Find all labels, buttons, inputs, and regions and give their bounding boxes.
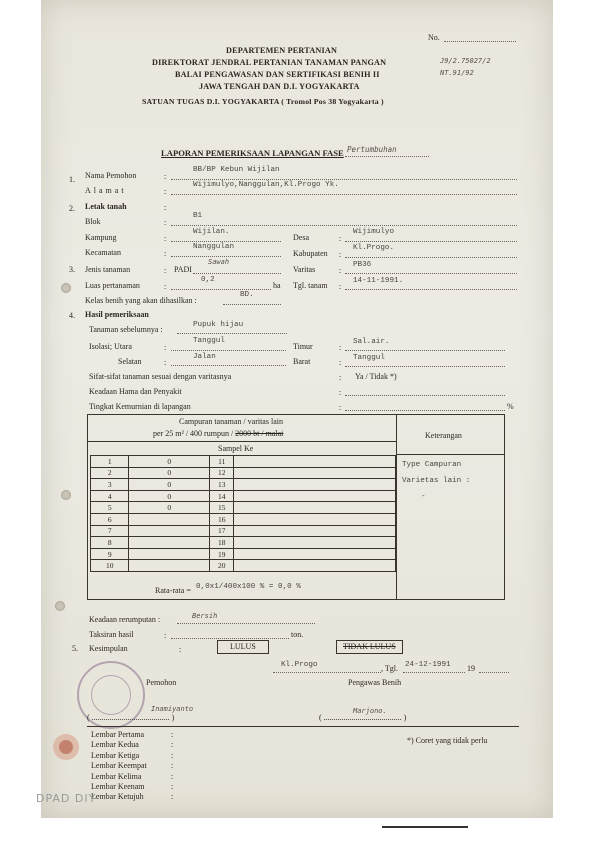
colon: : xyxy=(164,234,167,243)
bottom-mark xyxy=(382,826,468,828)
sample-value xyxy=(129,548,210,560)
tgl-tanam-value: 14-11-1991. xyxy=(353,277,404,285)
sample-row xyxy=(91,467,396,479)
bottom-rule xyxy=(87,726,519,727)
sample-value xyxy=(129,513,210,525)
colon: : xyxy=(164,358,167,367)
lembar-label: Lembar Keenam xyxy=(91,782,145,792)
sample-number: 7 xyxy=(91,525,129,537)
colon: : xyxy=(179,645,182,654)
lulus-box: LULUS xyxy=(217,640,269,654)
keterangan-header-rule xyxy=(396,454,505,455)
fase-value: Pertumbuhan xyxy=(347,145,397,154)
sample-number: 2 xyxy=(91,467,129,479)
barat-value: Tanggul xyxy=(353,354,385,362)
tgl-value: 24-12-1991 xyxy=(405,661,451,669)
pengawas-name: Marjono. xyxy=(353,707,387,715)
blok-line xyxy=(171,225,517,226)
lembar-item xyxy=(91,730,181,740)
sample-number: 19 xyxy=(210,548,234,560)
colon: : xyxy=(164,172,167,181)
sample-row xyxy=(91,502,396,514)
colon: : xyxy=(339,388,342,397)
colon: : xyxy=(339,403,342,412)
lembar-label: Lembar Kelima xyxy=(91,771,142,781)
sample-value xyxy=(234,513,396,525)
place-line xyxy=(273,672,381,673)
colon: : xyxy=(164,266,167,275)
alamat-line xyxy=(171,194,517,195)
sample-number: 11 xyxy=(210,456,234,468)
hama-penyakit-label: Keadaan Hama dan Penyakit xyxy=(89,387,182,396)
section2-number: 2. xyxy=(69,204,75,213)
selatan-line xyxy=(171,365,286,366)
barat-label: Barat xyxy=(293,357,311,366)
sample-number: 4 xyxy=(91,490,129,502)
colon: : xyxy=(164,203,167,212)
colon: : xyxy=(339,266,342,275)
kampung-line xyxy=(171,241,281,242)
timur-label: Timur xyxy=(293,342,313,351)
sample-value: 0 xyxy=(129,456,210,468)
tidak-lulus-box: TIDAK LULUS xyxy=(336,640,403,654)
sample-value xyxy=(234,456,396,468)
sample-value: 0 xyxy=(129,490,210,502)
tgl-line xyxy=(403,672,465,673)
sample-number: 1 xyxy=(91,456,129,468)
lembar-label: Lembar Keempat xyxy=(91,761,147,771)
lembar-label: Lembar Pertama xyxy=(91,730,145,739)
sample-number: 6 xyxy=(91,513,129,525)
official-stamp-inner xyxy=(91,675,131,715)
lembar-item xyxy=(91,772,181,782)
sample-number: 17 xyxy=(210,525,234,537)
alamat-value: Wijimulyo,Nanggulan,Kl.Progo Yk. xyxy=(193,181,339,189)
colon: : xyxy=(339,282,342,291)
colon: : xyxy=(171,771,174,781)
lembar-item xyxy=(91,792,181,802)
section4-number: 4. xyxy=(69,311,75,320)
table-head1: Campuran tanaman / varitas lain xyxy=(179,417,283,426)
sample-value xyxy=(234,537,396,549)
kabupaten-line xyxy=(345,257,517,258)
hama-line xyxy=(345,395,505,396)
sample-row xyxy=(91,513,396,525)
varitas-value: PB36 xyxy=(353,261,372,269)
header-line4: JAWA TENGAH DAN D.I. YOGYAKARTA xyxy=(199,82,360,91)
utara-line xyxy=(171,350,286,351)
sample-value xyxy=(234,490,396,502)
colon: : xyxy=(171,730,174,739)
kecamatan-label: Kecamatan xyxy=(85,248,121,257)
sample-value xyxy=(234,560,396,572)
colon: : xyxy=(171,782,174,792)
tgl-tanam-label: Tgl. tanam xyxy=(293,281,328,290)
sample-grid xyxy=(90,455,396,572)
kabupaten-label: Kabupaten xyxy=(293,249,328,258)
sampel-label: Sampel Ke xyxy=(218,444,254,453)
timur-line xyxy=(345,350,505,351)
no-label: No. xyxy=(428,33,440,42)
keterangan-text2: Varietas lain : xyxy=(402,477,471,485)
sample-value xyxy=(234,479,396,491)
sample-number: 3 xyxy=(91,479,129,491)
rerumputan-label: Keadaan rerumputan : xyxy=(89,615,161,624)
colon: : xyxy=(171,761,174,771)
sample-number: 9 xyxy=(91,548,129,560)
fase-line xyxy=(345,156,429,157)
pengawas-label: Pengawas Benih xyxy=(348,678,402,687)
keterangan-text1: Type Campuran xyxy=(402,461,462,469)
sample-number: 8 xyxy=(91,537,129,549)
punch-hole-middle xyxy=(61,490,71,500)
varitas-line xyxy=(345,273,517,274)
kecamatan-value: Nanggulan xyxy=(193,243,235,251)
sample-number: 13 xyxy=(210,479,234,491)
form-title: LAPORAN PEMERIKSAAN LAPANGAN FASE xyxy=(161,148,344,158)
lembar-label: Lembar Kedua xyxy=(91,740,139,750)
desa-label: Desa xyxy=(293,233,309,242)
colon: : xyxy=(339,250,342,259)
taksiran-label: Taksiran hasil xyxy=(89,630,134,639)
no-line xyxy=(444,41,516,42)
blok-value: B1 xyxy=(193,212,203,220)
nama-pemohon-label: Nama Pemohon xyxy=(85,171,137,180)
colon: : xyxy=(339,343,342,352)
sample-row xyxy=(91,560,396,572)
colon: : xyxy=(339,358,342,367)
kampung-value: Wijilan. xyxy=(193,228,230,236)
kampung-label: Kampung xyxy=(85,233,117,242)
pemohon-sign-line: ( ....................................... ) xyxy=(87,713,175,722)
section1-number: 1. xyxy=(69,175,75,184)
lembar-item xyxy=(91,761,181,771)
tgl-tanam-line xyxy=(345,289,517,290)
rerumputan-line xyxy=(177,623,315,624)
luas-unit: ha xyxy=(273,281,281,290)
rata-rata-value: 0,0x1/400x100 % = 0,0 % xyxy=(196,583,301,591)
section3-number: 3. xyxy=(69,265,75,274)
sample-number: 10 xyxy=(91,560,129,572)
alamat-label: Alamat xyxy=(85,186,127,195)
colon: : xyxy=(171,740,174,750)
punch-hole-bottom xyxy=(55,601,65,611)
tgl-label: , Tgl. xyxy=(381,664,398,673)
nama-line xyxy=(171,179,517,180)
coret-note: *) Coret yang tidak perlu xyxy=(407,736,488,745)
luas-line xyxy=(171,289,271,290)
lembar-item xyxy=(91,740,181,750)
sifat-tanaman-value: Ya / Tidak *) xyxy=(355,372,397,381)
pemohon-name: Inamiyanto xyxy=(151,705,194,713)
sample-value: 0 xyxy=(129,502,210,514)
kelas-benih-label: Kelas benih yang akan dihasilkan : xyxy=(85,296,197,305)
colon: : xyxy=(164,187,167,196)
table-head2: per 25 m² / 400 rumpun / 2000 bt / malai xyxy=(153,429,284,438)
kemurnian-label: Tingkat Kemurnian di lapangan xyxy=(89,402,191,411)
sample-number: 12 xyxy=(210,467,234,479)
taksiran-unit: ton. xyxy=(291,630,304,639)
punch-hole-top xyxy=(61,283,71,293)
jenis-line xyxy=(193,273,281,274)
sample-value: 0 xyxy=(129,479,210,491)
header-line1: DEPARTEMEN PERTANIAN xyxy=(226,46,338,55)
year-suffix: 19 xyxy=(467,664,475,673)
tanaman-sebelumnya-label: Tanaman sebelumnya : xyxy=(89,325,163,334)
keterangan-divider xyxy=(396,414,397,600)
barat-line xyxy=(345,366,505,367)
regional-emblem xyxy=(51,730,81,764)
colon: : xyxy=(164,343,167,352)
desa-line xyxy=(345,241,517,242)
header-line2: DIREKTORAT JENDRAL PERTANIAN TANAMAN PANGAN xyxy=(152,58,387,67)
kesimpulan-label: Kesimpulan xyxy=(89,644,128,653)
luas-label: Luas pertanaman xyxy=(85,281,140,290)
tanaman-sebelumnya-value: Pupuk hijau xyxy=(193,321,244,329)
sample-number: 5 xyxy=(91,502,129,514)
kelas-line xyxy=(223,304,281,305)
sample-row xyxy=(91,548,396,560)
reference-number: J9/2.75027/2 NT.91/92 xyxy=(440,57,491,77)
sampel-rule xyxy=(87,441,396,442)
utara-value: Tanggul xyxy=(193,337,225,345)
sample-number: 16 xyxy=(210,513,234,525)
colon: : xyxy=(339,373,342,382)
kelas-benih-value: BD. xyxy=(240,291,254,299)
sample-number: 18 xyxy=(210,537,234,549)
colon: : xyxy=(164,218,167,227)
kemurnian-unit: % xyxy=(507,402,514,411)
lembar-item xyxy=(91,782,181,792)
sebelum-line xyxy=(177,333,287,334)
colon: : xyxy=(164,282,167,291)
watermark: DPAD DIY xyxy=(36,792,97,805)
desa-value: Wijimulyo xyxy=(353,228,395,236)
colon: : xyxy=(164,249,167,258)
blok-label: Blok xyxy=(85,217,101,226)
sample-value xyxy=(234,502,396,514)
sample-value xyxy=(129,560,210,572)
rata-rata-label: Rata-rata = xyxy=(155,586,191,595)
kemurnian-line xyxy=(345,410,505,411)
lembar-label: Lembar Ketujuh xyxy=(91,792,144,802)
sample-row xyxy=(91,479,396,491)
sample-value xyxy=(129,537,210,549)
sample-number: 14 xyxy=(210,490,234,502)
keterangan-text3: - xyxy=(421,493,426,501)
taksiran-line xyxy=(171,638,289,639)
jenis-tanaman-label: Jenis tanaman xyxy=(85,265,131,274)
year-line xyxy=(479,672,509,673)
rerumputan-value: Bersih xyxy=(192,612,218,620)
jenis-tanaman-value: PADI xyxy=(174,265,192,274)
pemohon-label: Pemohon xyxy=(146,678,177,687)
sample-number: 20 xyxy=(210,560,234,572)
jenis-tanaman-sub: Sawah xyxy=(208,258,230,266)
lembar-label: Lembar Ketiga xyxy=(91,750,140,760)
lembar-list xyxy=(91,730,181,803)
colon: : xyxy=(171,750,174,760)
sample-row xyxy=(91,456,396,468)
luas-value: 0,2 xyxy=(201,276,215,284)
nama-pemohon-value: BB/BP Kebun Wijilan xyxy=(193,166,280,174)
keterangan-label: Keterangan xyxy=(425,431,462,440)
sifat-tanaman-label: Sifat-sifat tanaman sesuai dengan varitasnya xyxy=(89,372,232,381)
colon: : xyxy=(164,631,167,640)
header-line3: BALAI PENGAWASAN DAN SERTIFIKASI BENIH II xyxy=(175,70,380,79)
timur-value: Sal.air. xyxy=(353,338,390,346)
letak-tanah-label: Letak tanah xyxy=(85,202,127,211)
sample-row xyxy=(91,537,396,549)
sample-value xyxy=(129,525,210,537)
sample-number: 15 xyxy=(210,502,234,514)
sample-row xyxy=(91,525,396,537)
isolasi-utara-label: Isolasi; Utara xyxy=(89,342,132,351)
sample-value xyxy=(234,525,396,537)
pengawas-sign-line: ( ....................................... ) xyxy=(319,713,407,722)
hasil-pemeriksaan-label: Hasil pemeriksaan xyxy=(85,310,149,319)
sample-value: 0 xyxy=(129,467,210,479)
sample-value xyxy=(234,548,396,560)
kecamatan-line xyxy=(171,256,281,257)
selatan-label: Selatan xyxy=(118,357,142,366)
place-value: Kl.Progo xyxy=(281,661,318,669)
varitas-label: Varitas xyxy=(293,265,316,274)
selatan-value: Jalan xyxy=(193,353,216,361)
colon: : xyxy=(339,234,342,243)
colon: : xyxy=(171,792,174,802)
sample-row xyxy=(91,490,396,502)
kabupaten-value: Kl.Progo. xyxy=(353,244,395,252)
section5-number: 5. xyxy=(72,644,78,653)
header-line5: SATUAN TUGAS D.I. YOGYAKARTA ( Tromol Pos 38 Yogyakarta ) xyxy=(142,97,384,106)
lembar-item xyxy=(91,751,181,761)
document-paper xyxy=(41,0,553,818)
sample-value xyxy=(234,467,396,479)
